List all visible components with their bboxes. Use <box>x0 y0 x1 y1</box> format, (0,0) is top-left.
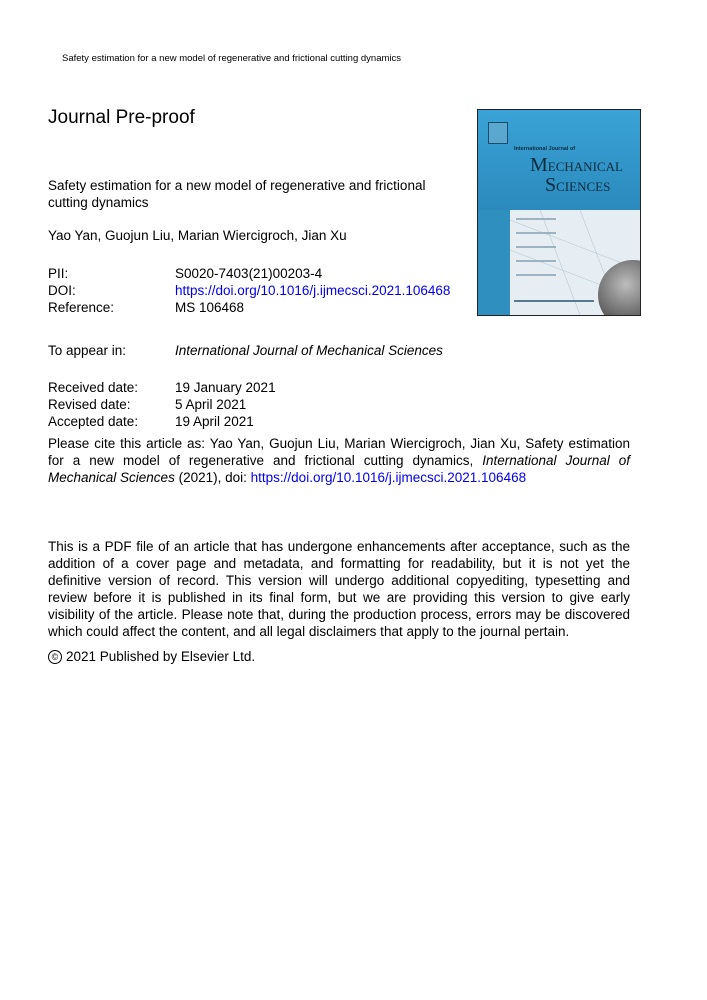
appear-in-value: International Journal of Mechanical Sciences <box>175 343 443 358</box>
appear-in-label: To appear in: <box>48 343 127 358</box>
pii-label: PII: <box>48 266 69 281</box>
cover-text-line <box>516 218 556 220</box>
cover-journal-line: International Journal of <box>514 146 576 152</box>
copyright-line <box>48 649 255 664</box>
disclaimer-paragraph: This is a PDF file of an article that has undergone enhancements after acceptance, such as the addition of a cover page and metadata, and formatting for readability, but it is not yet the definitive version of record. This version will undergo additional copyediting, typesetting and review before it is published in its final form, but we are providing this version to give early visibility of the article. Please note that, during the production process, errors may be discovered which could affect the content, and all legal disclaimers that apply to the journal pertain. <box>48 539 630 639</box>
running-head: Safety estimation for a new model of regenerative and frictional cutting dynamics <box>62 53 402 64</box>
accepted-date-value: 19 April 2021 <box>175 414 254 429</box>
cover-mechanical: MECHANICAL <box>530 154 623 176</box>
elsevier-logo-icon <box>488 122 508 144</box>
copyright-text: 2021 Published by Elsevier Ltd. <box>66 649 256 664</box>
copyright-icon: © <box>48 650 62 664</box>
cover-sciences: SCIENCES <box>545 174 611 196</box>
accepted-date-label: Accepted date: <box>48 414 139 429</box>
received-date-value: 19 January 2021 <box>175 380 276 395</box>
authors: Yao Yan, Guojun Liu, Marian Wiercigroch, Jian Xu <box>48 228 347 243</box>
citation-journal: International Journal of Mechanical Sciences <box>48 453 630 485</box>
citation-suffix: (2021), doi: <box>178 470 247 485</box>
revised-date-label: Revised date: <box>48 397 131 412</box>
article-title: Safety estimation for a new model of regenerative and frictional cutting dynamics <box>48 178 426 210</box>
revised-date-value: 5 April 2021 <box>175 397 247 412</box>
journal-preproof-heading: Journal Pre-proof <box>48 107 195 128</box>
cover-text-line <box>516 246 556 248</box>
cover-footer-line <box>514 300 594 302</box>
cover-text-line <box>516 274 556 276</box>
journal-cover-image <box>477 109 641 316</box>
cover-text-line <box>516 232 556 234</box>
received-date-label: Received date: <box>48 380 139 395</box>
cover-text-line <box>516 260 556 262</box>
citation-prefix: Please cite this article as: Yao Yan, Guojun Liu, Marian Wiercigroch, Jian Xu, Safety estimation for a new model of regenerative and frictional cutting dynamics, <box>48 436 630 468</box>
doi-label: DOI: <box>48 283 76 298</box>
reference-value: MS 106468 <box>175 300 245 315</box>
doi-link[interactable]: https://doi.org/10.1016/j.ijmecsci.2021.106468 <box>175 283 451 298</box>
pii-value: S0020-7403(21)00203-4 <box>175 266 323 281</box>
citation-doi-link[interactable]: https://doi.org/10.1016/j.ijmecsci.2021.106468 <box>250 470 527 485</box>
reference-label: Reference: <box>48 300 115 315</box>
citation-paragraph <box>48 435 630 486</box>
